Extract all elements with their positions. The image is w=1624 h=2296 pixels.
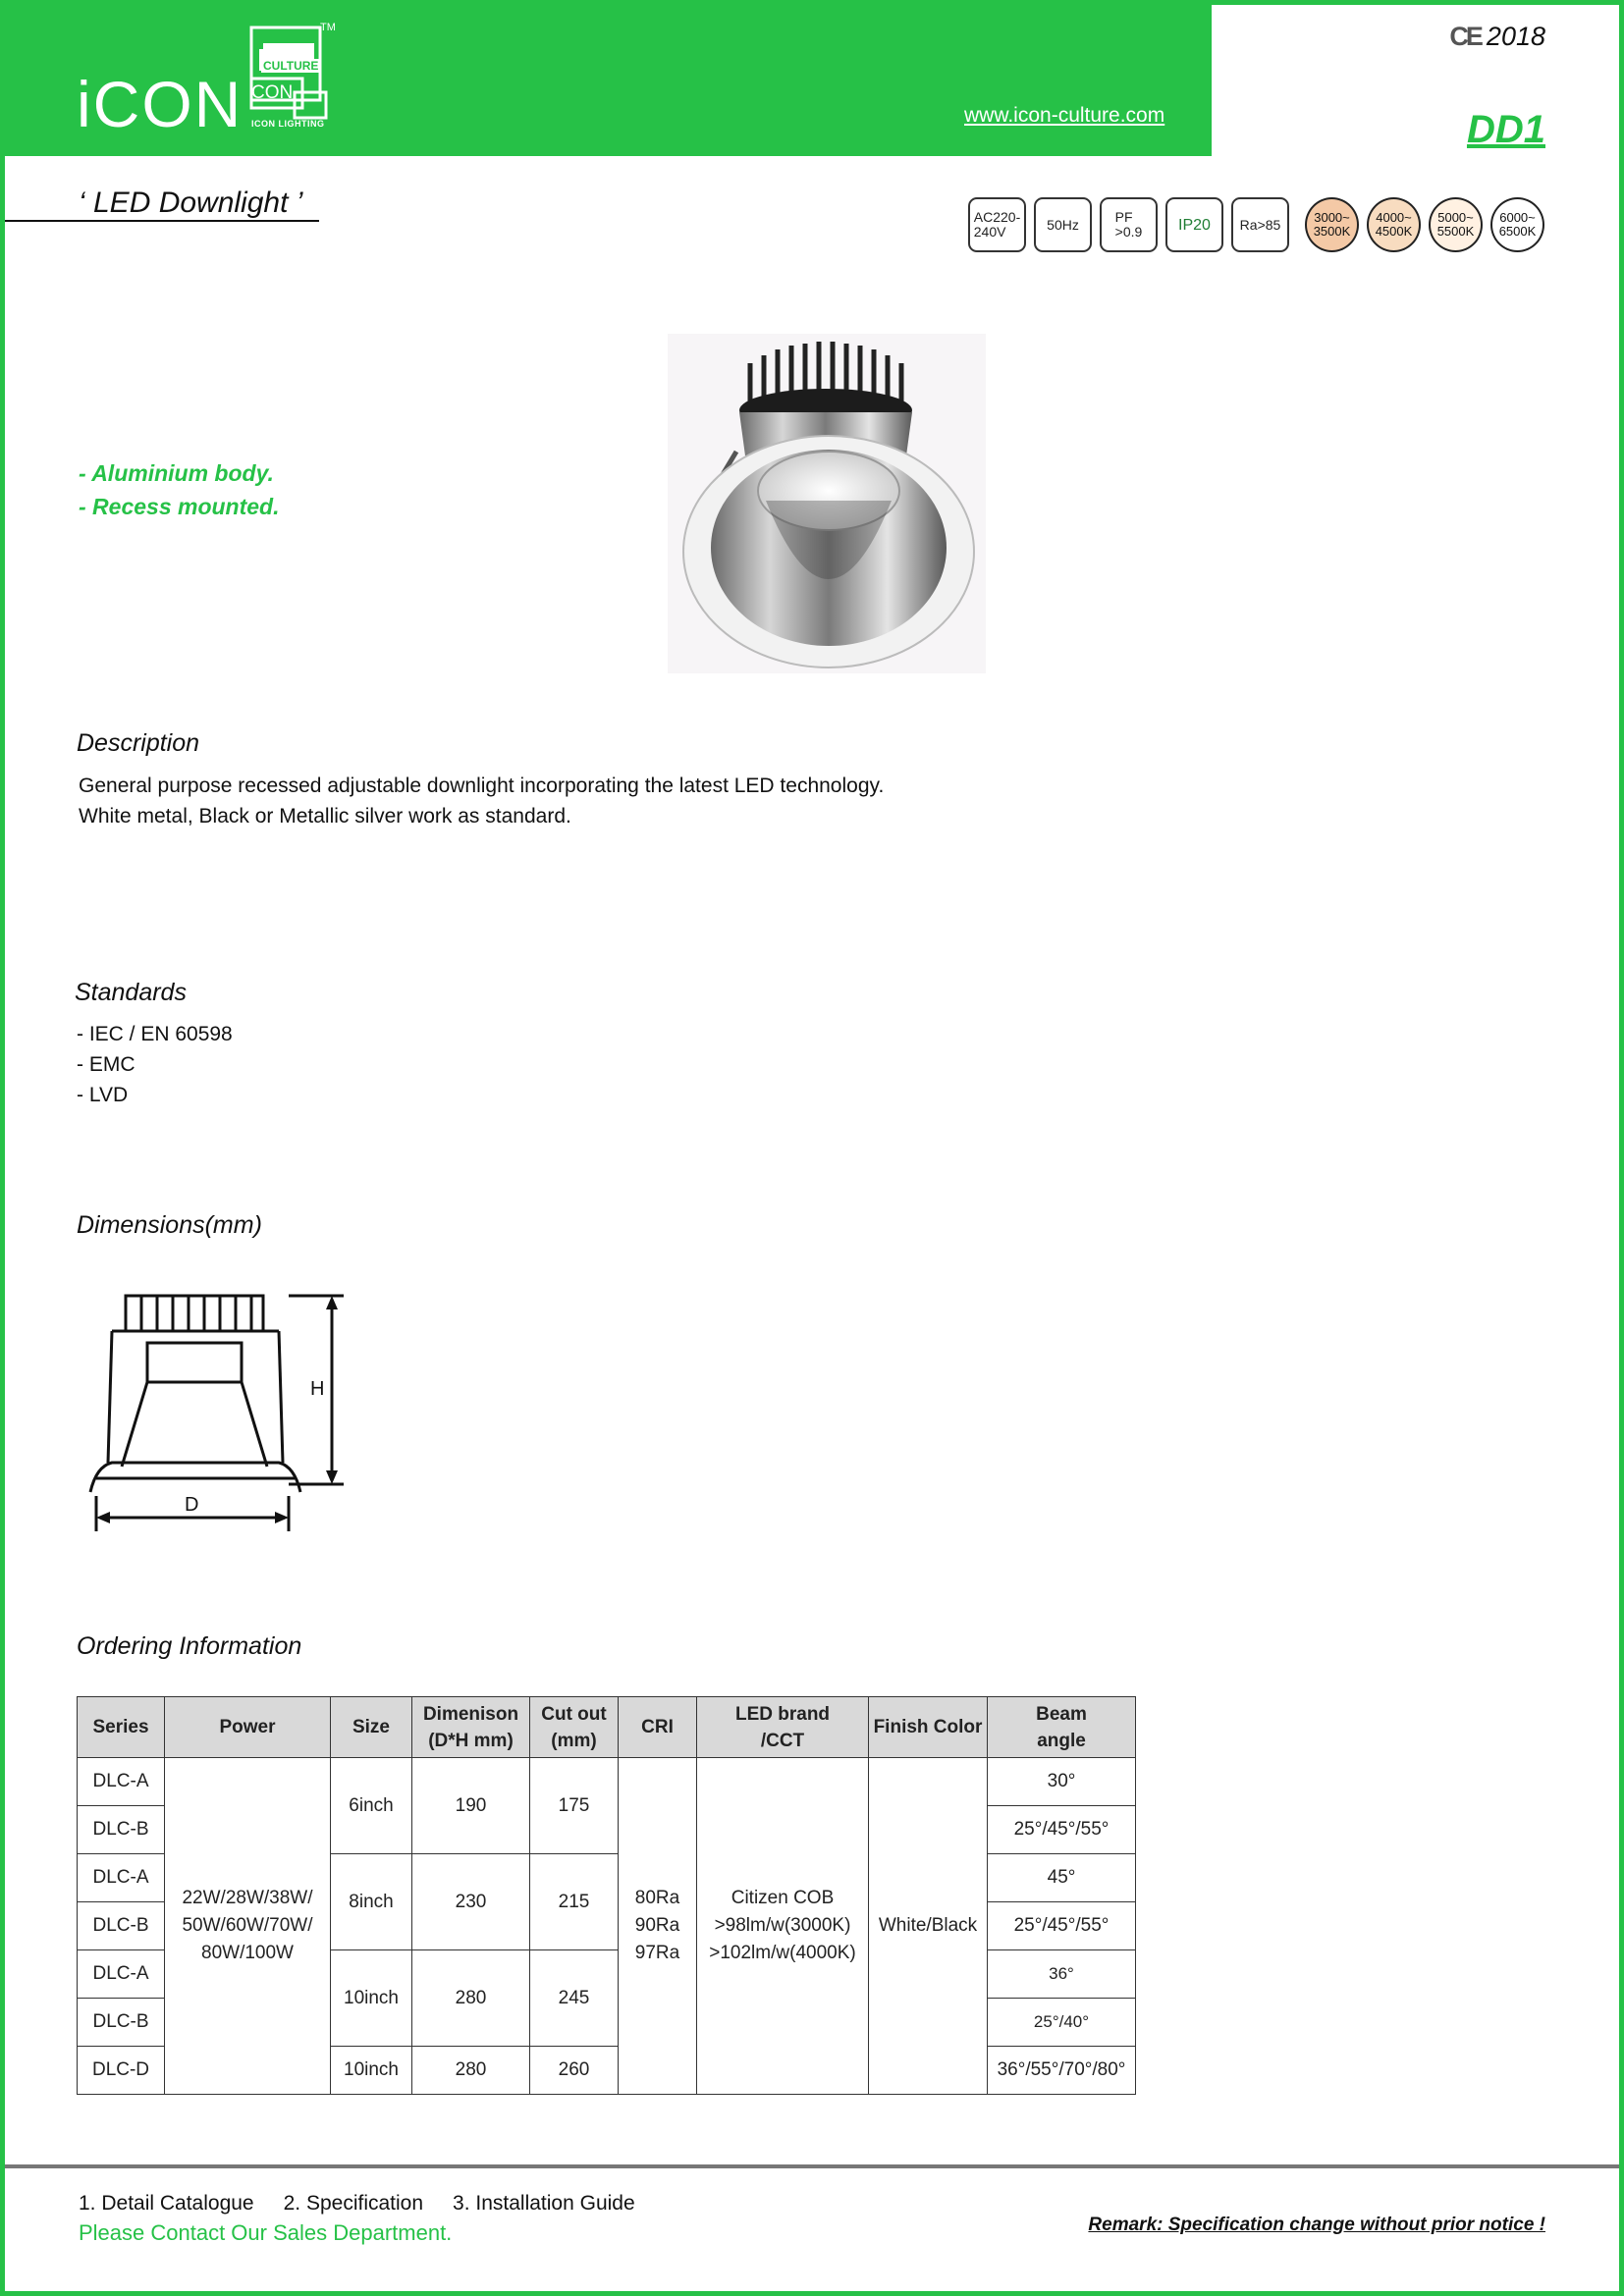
ce-mark-icon: CE (1449, 22, 1481, 51)
cct-badge-4000k (1367, 197, 1421, 252)
col-header-cutout: Cut out (mm) (530, 1697, 619, 1758)
beam-cell: 25°/45°/55° (988, 1902, 1136, 1950)
led-brand-cell (697, 1758, 869, 2095)
standard-item: - LVD (77, 1084, 129, 1106)
feature-list (79, 456, 280, 523)
col-header-power: Power (165, 1697, 331, 1758)
product-photo (668, 334, 986, 673)
dimension-drawing (82, 1286, 355, 1537)
col-header-size: Size (331, 1697, 412, 1758)
cct-6000-line-2: 6500K (1498, 224, 1537, 239)
cct-5000-line-2: 5500K (1436, 224, 1475, 239)
cutout-cell: 260 (530, 2047, 619, 2095)
description-line: White metal, Black or Metallic silver work as standard. (79, 805, 571, 828)
led-brand-line: Citizen COB (731, 1888, 835, 1908)
cct-3000-line-2: 3500K (1313, 224, 1351, 239)
cri-badge: Ra>85 (1231, 197, 1289, 252)
col-header-cri: CRI (619, 1697, 697, 1758)
cct-4000-line-2: 4500K (1375, 224, 1413, 239)
trademark-symbol: TM (320, 22, 336, 33)
led-brand-line: >98lm/w(3000K) (714, 1915, 851, 1936)
dimension-cell: 190 (412, 1758, 530, 1854)
dimension-label-d: D (185, 1494, 199, 1516)
beam-cell: 25°/45°/55° (988, 1806, 1136, 1854)
size-cell: 8inch (331, 1854, 412, 1950)
beam-cell: 25°/40° (988, 1999, 1136, 2047)
spec-badges (968, 197, 1544, 252)
ordering-table (77, 1696, 1136, 2095)
power-cell (165, 1758, 331, 2095)
voltage-line-2: 240V (973, 224, 1006, 240)
feature-item: - Aluminium body. (79, 460, 274, 486)
title-underline (5, 220, 319, 222)
cct-badge-3000k (1305, 197, 1359, 252)
description-body (79, 771, 884, 831)
col-header-finish: Finish Color (869, 1697, 988, 1758)
cct-3000-line-1: 3000~ (1314, 210, 1350, 225)
cct-5000-line-1: 5000~ (1437, 210, 1474, 225)
power-line: 22W/28W/38W/ (182, 1888, 313, 1908)
footer-links (79, 2192, 635, 2216)
col-header-beam: Beam angle (988, 1697, 1136, 1758)
beam-cell: 30° (988, 1758, 1136, 1806)
pf-line-2: >0.9 (1114, 224, 1143, 240)
ordering-heading: Ordering Information (77, 1632, 302, 1660)
beam-cell: 36°/55°/70°/80° (988, 2047, 1136, 2095)
cct-badges (1305, 197, 1544, 252)
series-cell: DLC-A (78, 1758, 165, 1806)
table-header-row (78, 1697, 1136, 1758)
description-line: General purpose recessed adjustable downlight incorporating the latest LED technology. (79, 774, 885, 797)
footer-contact-text: Please Contact Our Sales Department. (79, 2220, 453, 2245)
cri-line: 80Ra (634, 1888, 680, 1908)
power-line: 50W/60W/70W/ (182, 1915, 313, 1936)
series-cell: DLC-D (78, 2047, 165, 2095)
standard-item: - IEC / EN 60598 (77, 1023, 233, 1045)
size-cell: 6inch (331, 1758, 412, 1854)
description-heading: Description (77, 729, 200, 757)
ce-year-label (1449, 22, 1545, 52)
voltage-line-1: AC220- (973, 209, 1021, 225)
series-cell: DLC-B (78, 1999, 165, 2047)
logo-subtitle: ICON LIGHTING (251, 119, 325, 129)
footer-divider (5, 2164, 1619, 2168)
logo-con-text: CON (251, 82, 294, 103)
size-cell: 10inch (331, 1950, 412, 2047)
dimension-cell: 230 (412, 1854, 530, 1950)
dimension-label-h: H (310, 1378, 325, 1400)
product-title: ‘ LED Downlight ’ (79, 187, 303, 219)
dimension-cell: 280 (412, 1950, 530, 2047)
pf-line-1: PF (1114, 209, 1133, 225)
cct-badge-6000k (1490, 197, 1544, 252)
cct-4000-line-1: 4000~ (1376, 210, 1412, 225)
footer-link-installation-guide[interactable]: 3. Installation Guide (453, 2192, 635, 2215)
standard-item: - EMC (77, 1053, 135, 1076)
col-header-led-brand: LED brand /CCT (697, 1697, 869, 1758)
cri-line: 90Ra (634, 1915, 680, 1936)
finish-cell: White/Black (869, 1758, 988, 2095)
cct-badge-5000k (1429, 197, 1483, 252)
standards-heading: Standards (75, 979, 187, 1006)
cutout-cell: 175 (530, 1758, 619, 1854)
model-code: DD1 (1466, 108, 1545, 151)
size-cell: 10inch (331, 2047, 412, 2095)
logo-culture-text: CULTURE (263, 59, 319, 73)
col-header-series: Series (78, 1697, 165, 1758)
cri-line: 97Ra (634, 1943, 680, 1963)
cutout-cell: 215 (530, 1854, 619, 1950)
col-header-dimension: Dimenison (D*H mm) (412, 1697, 530, 1758)
series-cell: DLC-A (78, 1950, 165, 1999)
series-cell: DLC-A (78, 1854, 165, 1902)
footer-link-specification[interactable]: 2. Specification (283, 2192, 424, 2215)
beam-cell: 45° (988, 1854, 1136, 1902)
ip-rating-badge: IP20 (1165, 197, 1223, 252)
cri-cell (619, 1758, 697, 2095)
feature-item: - Recess mounted. (79, 494, 280, 519)
footer-link-detail-catalogue[interactable]: 1. Detail Catalogue (79, 2192, 254, 2215)
series-cell: DLC-B (78, 1806, 165, 1854)
dimension-cell: 280 (412, 2047, 530, 2095)
led-brand-line: >102lm/w(4000K) (709, 1943, 856, 1963)
power-line: 80W/100W (201, 1943, 294, 1963)
brand-logo-text: iCON (77, 68, 244, 140)
series-cell: DLC-B (78, 1902, 165, 1950)
voltage-badge (968, 197, 1026, 252)
dimensions-heading: Dimensions(mm) (77, 1211, 262, 1239)
cct-6000-line-1: 6000~ (1499, 210, 1536, 225)
website-link[interactable]: www.icon-culture.com (964, 104, 1165, 127)
power-factor-badge (1100, 197, 1158, 252)
cutout-cell: 245 (530, 1950, 619, 2047)
footer-remark: Remark: Specification change without prior notice ! (1088, 2215, 1545, 2235)
standards-list (77, 1019, 233, 1110)
table-row (78, 1758, 1136, 1806)
brand-logo-mark (247, 22, 351, 132)
frequency-badge: 50Hz (1034, 197, 1092, 252)
year-text: 2018 (1486, 22, 1545, 51)
beam-cell: 36° (988, 1950, 1136, 1999)
